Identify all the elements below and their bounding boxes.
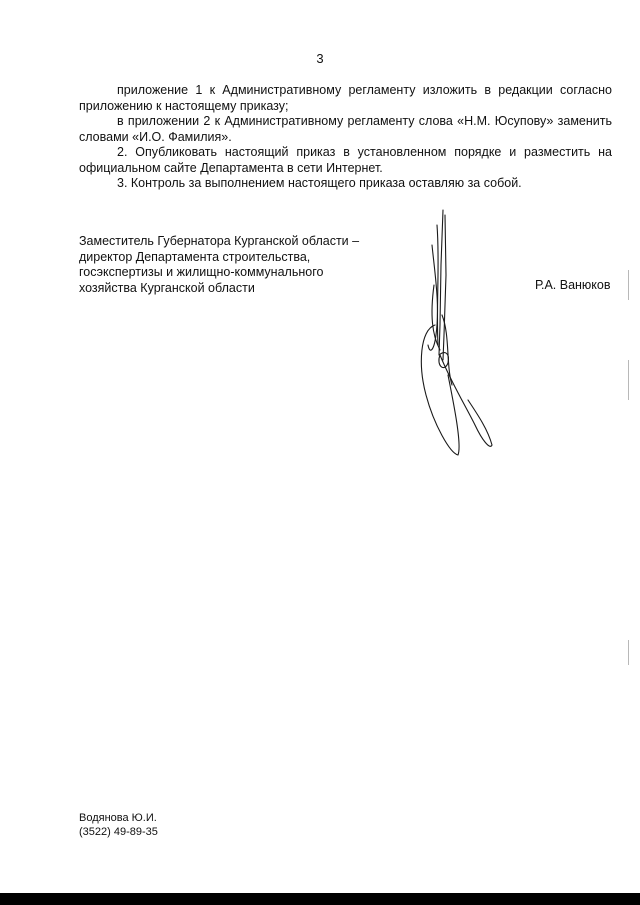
document-body (79, 83, 612, 192)
executor-phone: (3522) 49-89-35 (79, 826, 158, 838)
signatory-name: Р.А. Ванюков (535, 278, 611, 292)
paragraph-publication: 2. Опубликовать настоящий приказ в установленном порядке и разместить на официальном сайте Департамента в сети Интернет. (79, 145, 612, 175)
executor-name: Водянова Ю.И. (79, 812, 157, 824)
signatory-title-line: хозяйства Курганской области (79, 280, 255, 295)
scan-edge-mark (628, 640, 629, 665)
paragraph-control: 3. Контроль за выполнением настоящего приказа оставляю за собой. (117, 176, 522, 190)
scan-edge-mark (628, 360, 629, 400)
page-number: 3 (316, 51, 324, 66)
signatory-title-line: директор Департамента строительства, (79, 249, 311, 264)
scan-edge-mark (628, 270, 629, 300)
executor-info (79, 811, 158, 839)
scan-bottom-border (0, 893, 640, 905)
signatory-title-line: Заместитель Губернатора Курганской области – (79, 234, 360, 248)
signatory-title (79, 234, 399, 296)
paragraph-appendix-2: в приложении 2 к Административному регламенту слова «Н.М. Юсупову» заменить словами «И.О. Фамилия». (79, 114, 612, 144)
paragraph-appendix-1: приложение 1 к Административному регламенту изложить в редакции согласно приложению к настоящему приказу; (79, 83, 612, 113)
signatory-title-line: госэкспертизы и жилищно-коммунального (79, 265, 324, 279)
handwritten-signature (410, 205, 520, 465)
